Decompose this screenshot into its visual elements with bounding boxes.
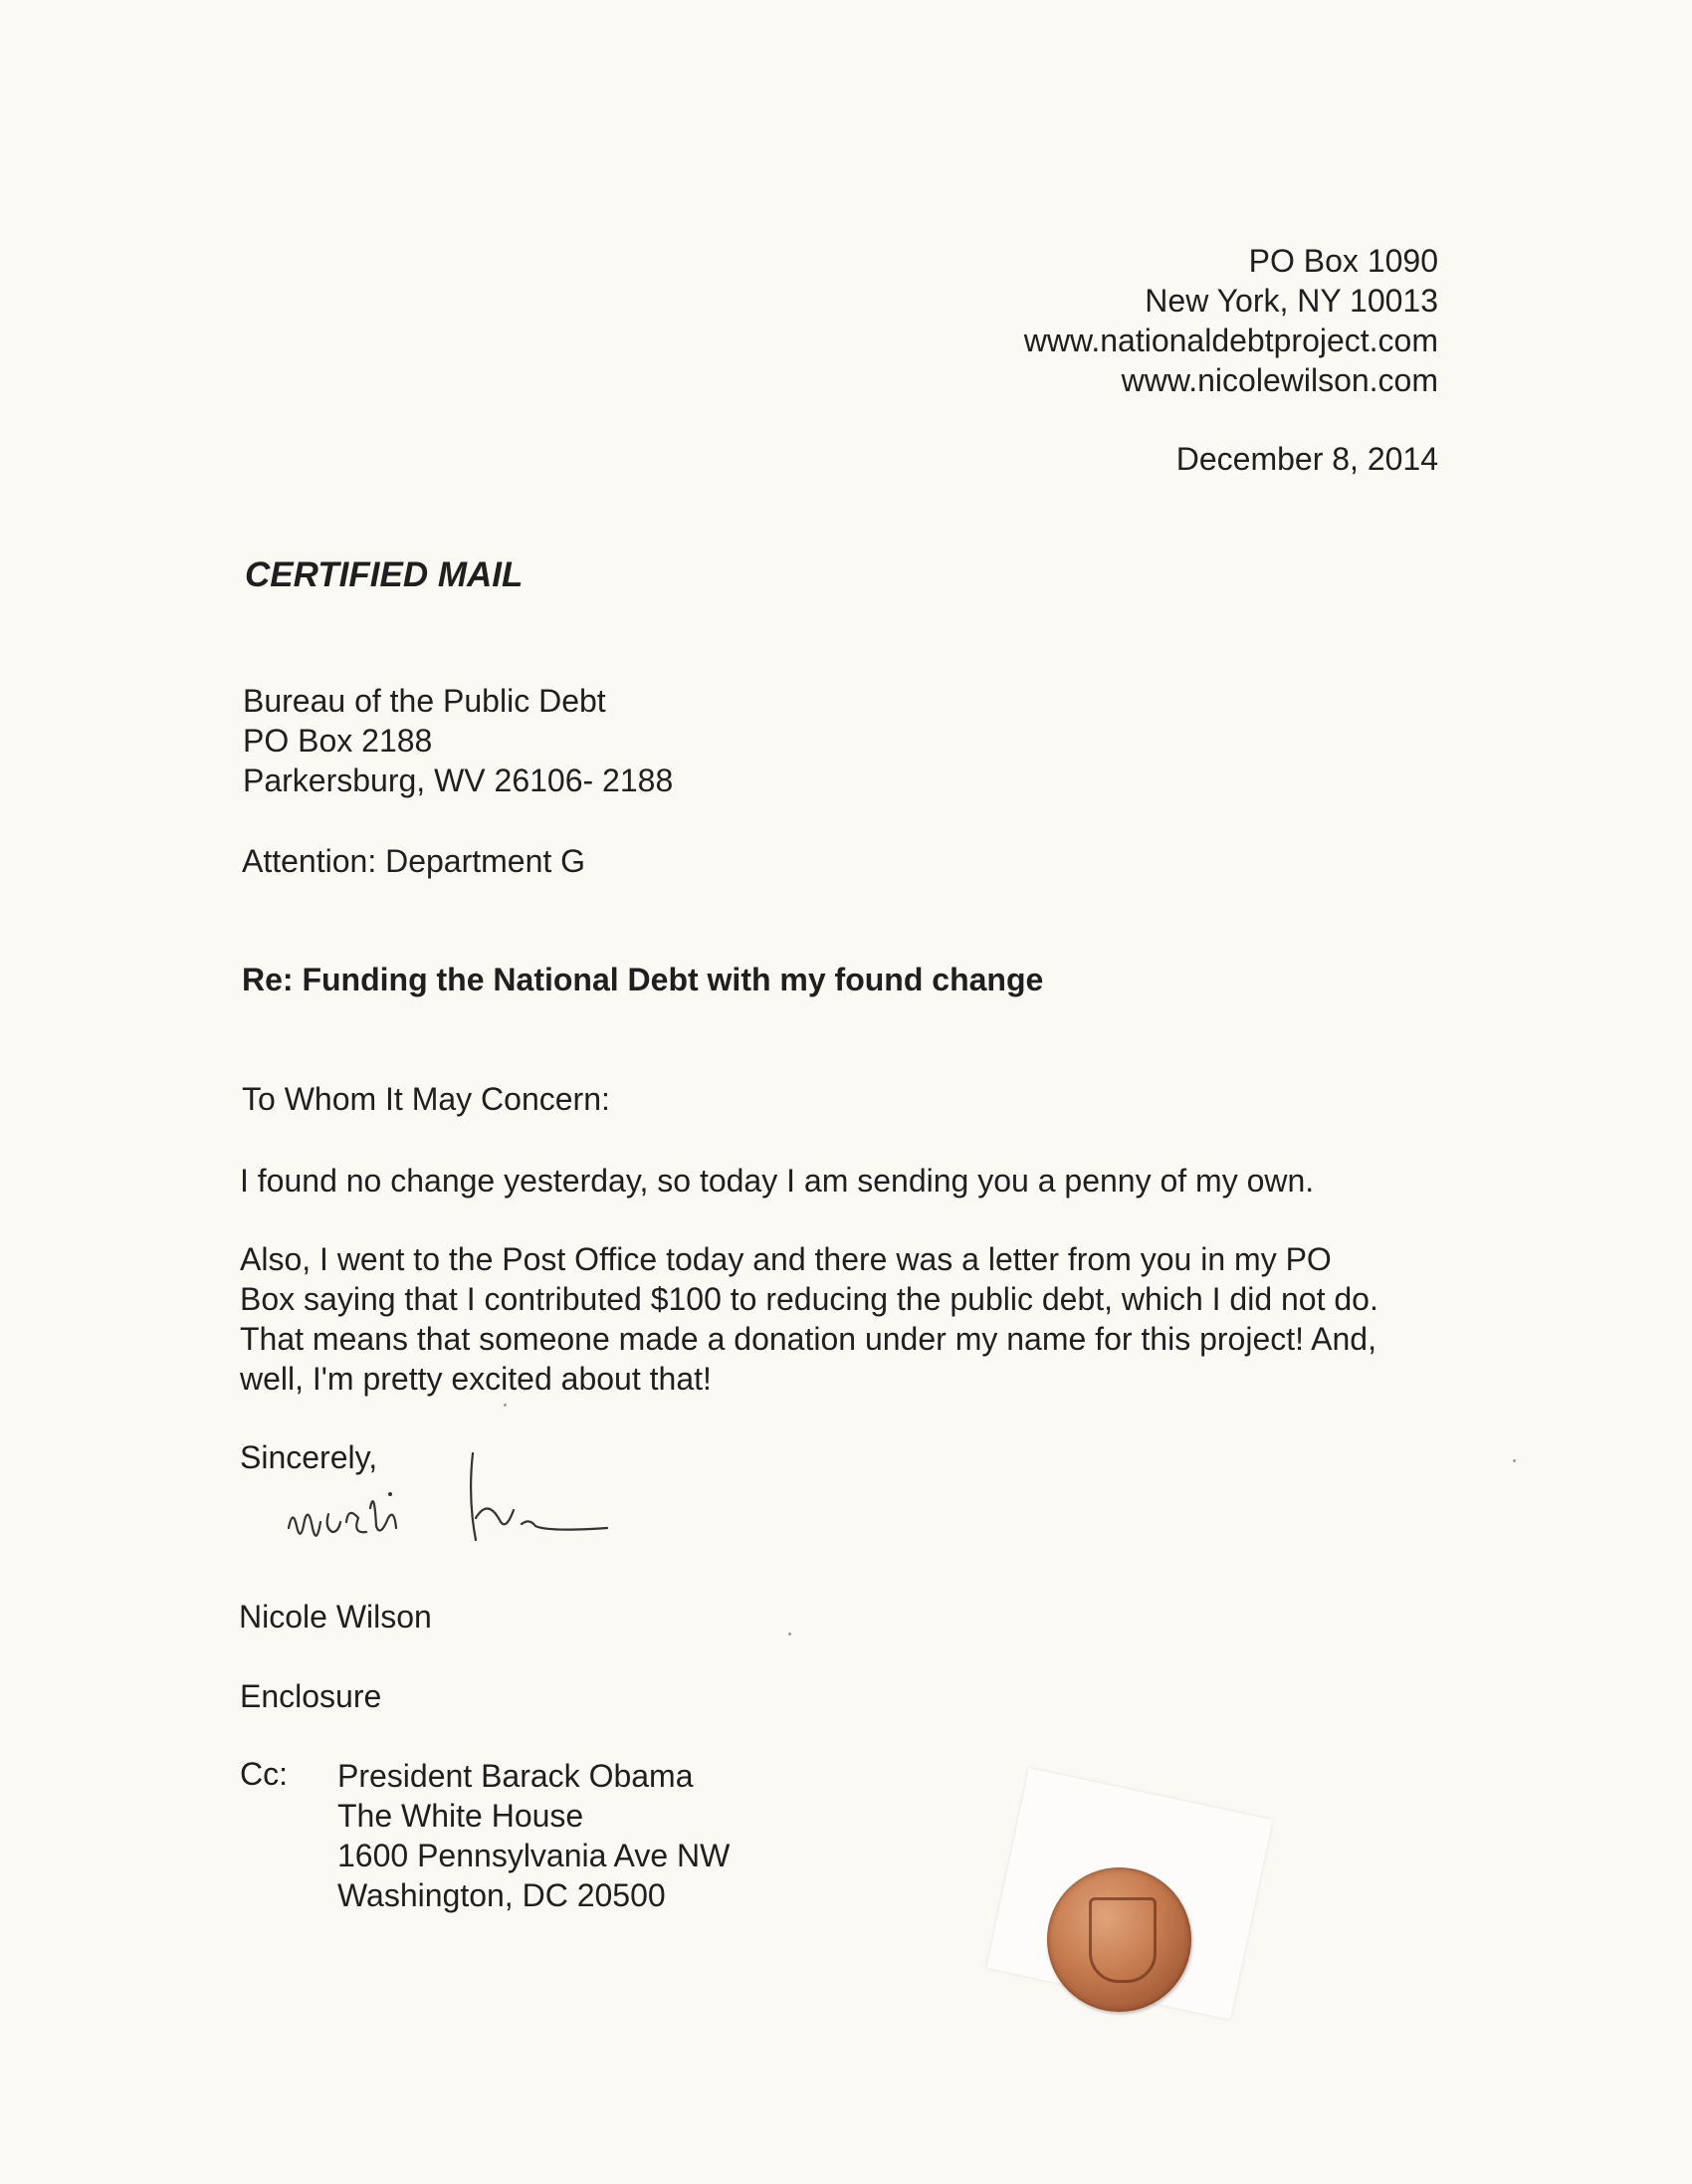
signer-name: Nicole Wilson (239, 1599, 432, 1635)
recipient-line-1: Bureau of the Public Debt (243, 683, 606, 719)
sender-po-box: PO Box 1090 (1248, 243, 1438, 279)
cc-line-2: The White House (337, 1798, 584, 1834)
paper-speck (504, 1404, 507, 1407)
letter-date: December 8, 2014 (1175, 441, 1438, 477)
penny-shield-icon (1089, 1897, 1157, 1983)
paper-speck (1513, 1459, 1516, 1462)
cc-line-3: 1600 Pennsylvania Ave NW (337, 1838, 731, 1873)
cc-recipient (337, 1756, 730, 1915)
paragraph-1: I found no change yesterday, so today I am sending you a penny of my own. (240, 1163, 1315, 1199)
sender-website-2: www.nicolewilson.com (1121, 362, 1438, 398)
cc-label: Cc: (240, 1756, 288, 1792)
enclosure-label: Enclosure (240, 1678, 382, 1714)
cc-line-1: President Barack Obama (337, 1758, 694, 1794)
paragraph-2-line-3: That means that someone made a donation under my name for this project! And, (240, 1321, 1376, 1357)
recipient-line-2: PO Box 2188 (243, 723, 433, 759)
subject-line: Re: Funding the National Debt with my found change (242, 962, 1044, 997)
attention-line: Attention: Department G (242, 843, 586, 879)
certified-mail-heading: CERTIFIED MAIL (245, 555, 524, 594)
penny-coin (1047, 1867, 1191, 2012)
paper-speck (788, 1633, 791, 1636)
recipient-line-3: Parkersburg, WV 26106- 2188 (243, 763, 674, 798)
closing: Sincerely, (240, 1439, 378, 1475)
handwritten-signature (279, 1448, 637, 1568)
sender-city-line: New York, NY 10013 (1145, 283, 1438, 319)
salutation: To Whom It May Concern: (242, 1081, 610, 1117)
cc-line-4: Washington, DC 20500 (337, 1877, 666, 1913)
paragraph-2-line-4: well, I'm pretty excited about that! (240, 1361, 712, 1397)
paragraph-2-line-1: Also, I went to the Post Office today and there was a letter from you in my PO (240, 1241, 1332, 1277)
sender-website-1: www.nationaldebtproject.com (1023, 323, 1438, 358)
paragraph-2-line-2: Box saying that I contributed $100 to reducing the public debt, which I did not do. (240, 1281, 1378, 1317)
